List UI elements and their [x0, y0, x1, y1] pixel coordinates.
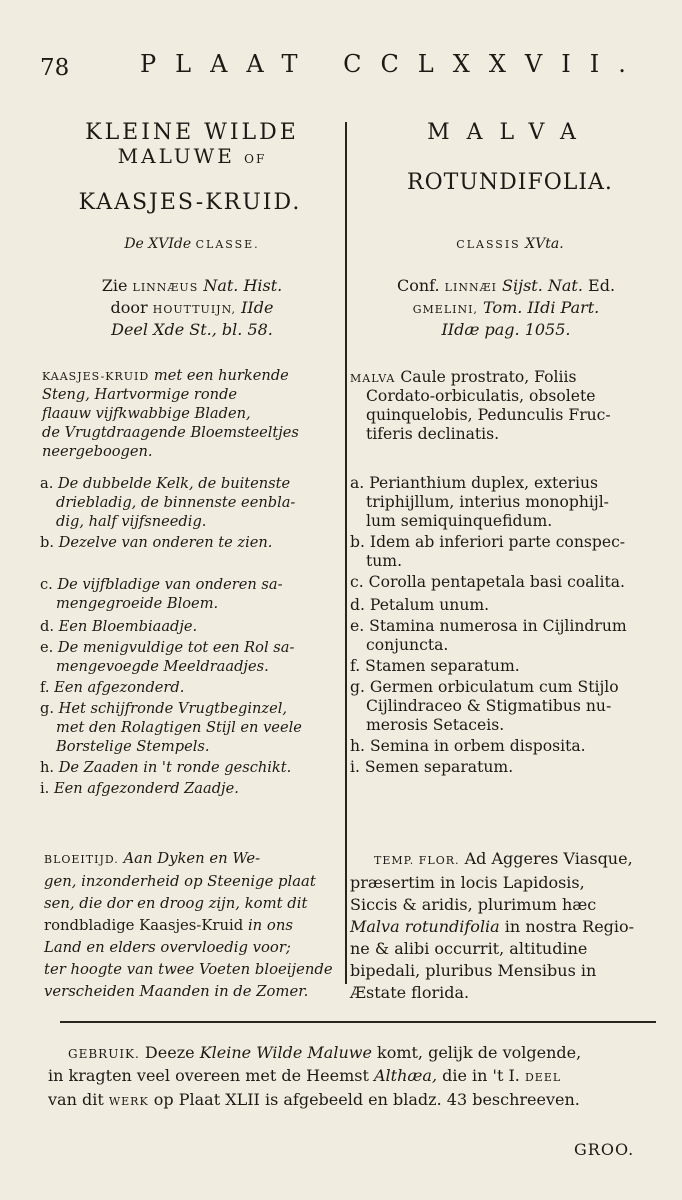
part-item [350, 533, 627, 571]
dutch-parts-list [40, 474, 302, 798]
part-line [40, 737, 302, 756]
part-letter: f. [350, 657, 366, 675]
bloom-text: in ons [243, 917, 293, 934]
usage-text: op Plaat XLII is afgebeeld en bladz. 43 beschreeven. [148, 1090, 580, 1109]
part-text: Perianthium duplex, exterius [369, 474, 599, 492]
dutch-ref-line1 [40, 276, 344, 298]
usage-line [48, 1089, 581, 1113]
part-line [350, 533, 627, 552]
part-text: Borstelige Stempels. [56, 738, 210, 755]
bloom-line: ter hoogte van twee Voeten bloeijende [44, 961, 333, 978]
bloom-line [350, 916, 634, 938]
part-line [350, 552, 627, 571]
part-letter: f. [40, 679, 55, 696]
part-item [40, 533, 302, 552]
usage-line [48, 1065, 581, 1089]
part-line [40, 474, 302, 493]
part-text: Een afgezonderd. [54, 679, 185, 696]
dutch-ref-line2 [40, 298, 344, 320]
part-text: dig, half vijfsneedig. [56, 513, 207, 530]
usage-text: komt, gelijk de volgende, [371, 1043, 582, 1062]
dutch-name-maluwe: MALUWE [117, 144, 235, 168]
usage-text: in kragten veel overeen met de Heemst [48, 1066, 374, 1085]
usage-text: WERK [108, 1095, 149, 1108]
part-text: Dezelve van onderen te zien. [58, 534, 273, 551]
desc-line: flaauw vijfkwabbige Bladen, [42, 405, 251, 422]
part-line [350, 596, 627, 615]
dutch-description [42, 366, 299, 461]
dutch-flowering [44, 848, 333, 1003]
part-letter: e. [350, 617, 370, 635]
plate-title: PLAAT CCLXXVII. [140, 50, 645, 78]
part-letter: d. [350, 596, 370, 614]
ref-edition: Ed. [582, 276, 616, 295]
part-letter: c. [40, 576, 58, 593]
part-item [40, 575, 302, 613]
part-letter: c. [350, 573, 369, 591]
part-text: Semina in orbem disposita. [369, 737, 586, 755]
part-text: lum semiquinquefidum. [366, 512, 553, 530]
part-line [350, 573, 627, 592]
part-item [40, 779, 302, 798]
bloom-text: Ad Aggeres Viasque, [459, 849, 633, 868]
part-letter: d. [40, 618, 59, 635]
part-text: tum. [366, 552, 403, 570]
part-line [350, 474, 627, 493]
latin-class-line [360, 236, 660, 252]
usage-text: Kleine Wilde Maluwe [199, 1043, 372, 1062]
part-text: Semen separatum. [364, 758, 514, 776]
ref-part: Tom. IIdi Part. [477, 298, 600, 317]
desc-line: tiferis declinatis. [366, 425, 500, 443]
bloom-lead: BLOEITIJD. [44, 853, 119, 866]
part-item [350, 474, 627, 531]
ref-work: Nat. Hist. [198, 276, 283, 295]
part-line [40, 575, 302, 594]
desc-line: Cordato-orbiculatis, obsolete [366, 387, 596, 405]
desc-lead: MALVA [350, 372, 396, 385]
part-text: Stamen separatum. [365, 657, 520, 675]
part-line [40, 594, 302, 613]
dutch-class-prefix: De XVIde [124, 236, 196, 252]
dutch-name-line2 [43, 144, 341, 168]
bloom-line [374, 848, 634, 872]
dutch-class-line [43, 236, 341, 252]
latin-parts-list [350, 474, 627, 777]
part-letter: g. [40, 700, 59, 717]
part-text: triphijllum, interius monophijl- [366, 493, 609, 511]
bloom-line: Æstate florida. [350, 983, 470, 1002]
dutch-class-word: CLASSE. [195, 238, 260, 251]
part-line [40, 512, 302, 531]
part-line [350, 678, 627, 697]
part-line [40, 758, 302, 777]
bloom-line [44, 848, 333, 871]
usage-line [68, 1042, 581, 1065]
desc-lead: KAASJES-KRUID [42, 370, 150, 383]
part-line [40, 678, 302, 697]
bloom-lead: TEMP. FLOR. [374, 854, 460, 867]
part-item [350, 737, 627, 756]
latin-name-line1: MALVA [427, 120, 593, 145]
part-text: Petalum unum. [369, 596, 490, 614]
part-line [40, 699, 302, 718]
page-number: 78 [40, 55, 70, 81]
latin-name-line2: ROTUNDIFOLIA. [407, 170, 613, 195]
part-line [350, 512, 627, 531]
part-text: De menigvuldige tot een Rol sa- [57, 639, 295, 656]
ref-part: IIde [236, 298, 274, 317]
part-text: Een Bloembiaadje. [58, 618, 198, 635]
latin-ref-line2 [350, 298, 662, 320]
usage-text: Althæa, [373, 1066, 438, 1085]
part-text: De dubbelde Kelk, de buitenste [57, 475, 291, 492]
desc-line: Steng, Hartvormige ronde [42, 386, 238, 403]
desc-text: met een hurkende [149, 367, 289, 384]
latin-description [350, 368, 611, 444]
part-line [350, 617, 627, 636]
usage-paragraph [48, 1042, 582, 1113]
section-rule [60, 1021, 656, 1023]
part-item [350, 617, 627, 655]
part-letter: i. [350, 758, 365, 776]
desc-line: de Vrugtdraagende Bloemsteeltjes [42, 424, 299, 441]
part-text: merosis Setaceis. [366, 716, 505, 734]
part-text: mengegroeide Bloem. [56, 595, 219, 612]
part-line [40, 779, 302, 798]
part-letter: g. [350, 678, 370, 696]
part-letter: a. [40, 475, 58, 492]
desc-line [42, 366, 299, 385]
bloom-line [44, 915, 333, 937]
part-text: met den Rolagtigen Stijl en veele [56, 719, 302, 736]
part-line [40, 657, 302, 676]
bloom-line: ne & alibi occurrit, altitudine [350, 939, 588, 958]
part-text: De Zaaden in 't ronde geschikt. [58, 759, 292, 776]
bloom-line: sen, die dor en droog zijn, komt dit [44, 895, 308, 912]
ref-text: door [110, 298, 153, 317]
part-text: driebladig, de binnenste eenbla- [56, 494, 296, 511]
usage-text: van dit [48, 1090, 109, 1109]
latin-ref-line3: IIdæ pag. 1055. [441, 320, 571, 339]
ref-author: LINNÆUS [132, 281, 199, 294]
bloom-line: Land en elders overvloedig voor; [44, 939, 291, 956]
part-item [40, 638, 302, 676]
part-line [350, 657, 627, 676]
part-text: Cijlindraceo & Stigmatibus nu- [366, 697, 612, 715]
bloom-text: rondbladige Kaasjes-Kruid [44, 917, 244, 934]
latin-reference [350, 276, 662, 340]
part-letter: b. [350, 533, 370, 551]
ref-author: HOUTTUIJN, [152, 303, 236, 316]
bloom-text: Aan Dyken en We- [118, 850, 261, 867]
part-line [40, 638, 302, 657]
part-line [40, 493, 302, 512]
desc-line [350, 368, 611, 387]
bloom-line: Siccis & aridis, plurimum hæc [350, 895, 597, 914]
part-letter: h. [350, 737, 370, 755]
part-text: Germen orbiculatum cum Stijlo [369, 678, 619, 696]
bloom-line: bipedali, pluribus Mensibus in [350, 961, 597, 980]
part-text: mengevoegde Meeldraadjes. [56, 658, 269, 675]
dutch-name-of: OF [244, 152, 267, 166]
part-item [350, 596, 627, 615]
ref-text: Zie [101, 276, 133, 295]
latin-class-word: CLASSIS [456, 238, 521, 251]
part-item [350, 758, 627, 777]
catchword: GROO. [574, 1140, 635, 1159]
bloom-text: Malva rotundifolia [350, 917, 500, 936]
part-item [40, 678, 302, 697]
part-text: Corolla pentapetala basi coalita. [368, 573, 626, 591]
part-line [350, 493, 627, 512]
usage-lead: GEBRUIK. [68, 1047, 140, 1061]
part-text: Stamina numerosa in Cijlindrum [369, 617, 627, 635]
part-line [40, 617, 302, 636]
part-letter: h. [40, 759, 59, 776]
ref-text: Conf. [396, 276, 445, 295]
part-item [350, 678, 627, 735]
part-letter: b. [40, 534, 59, 551]
desc-text: Caule prostrato, Foliis [395, 368, 577, 386]
bloom-line: præsertim in locis Lapidosis, [350, 873, 585, 892]
usage-text: die in 't I. [437, 1066, 525, 1085]
latin-flowering [350, 848, 635, 1004]
part-letter: a. [350, 474, 370, 492]
part-item [40, 617, 302, 636]
part-line [350, 636, 627, 655]
part-item [350, 657, 627, 676]
part-item [350, 573, 627, 592]
part-line [350, 697, 627, 716]
usage-text: DEEL [524, 1071, 562, 1084]
bloom-line: verscheiden Maanden in de Zomer. [44, 983, 309, 1000]
bloom-line: gen, inzonderheid op Steenige plaat [44, 873, 316, 890]
ref-work: Sijst. Nat. [496, 276, 583, 295]
part-line [350, 737, 627, 756]
latin-ref-line1 [350, 276, 662, 298]
ref-author: LINNÆI [444, 281, 497, 294]
part-text: conjuncta. [366, 636, 449, 654]
desc-line: neergeboogen. [42, 443, 153, 460]
usage-text: Deeze [139, 1043, 200, 1062]
part-line [350, 716, 627, 735]
part-text: Een afgezonderd Zaadje. [53, 780, 239, 797]
bloom-text: in nostra Regio- [499, 917, 635, 936]
dutch-reference [40, 276, 344, 340]
part-letter: e. [40, 639, 58, 656]
part-line [40, 533, 302, 552]
part-line [40, 718, 302, 737]
column-divider [345, 122, 347, 984]
dutch-name-line1: KLEINE WILDE [85, 120, 299, 145]
part-text: Idem ab inferiori parte conspec- [369, 533, 626, 551]
part-text: Het schijfronde Vrugtbeginzel, [58, 700, 288, 717]
ref-author: GMELINI, [412, 303, 478, 316]
part-text: De vijfbladige van onderen sa- [57, 576, 283, 593]
part-line [350, 758, 627, 777]
part-letter: i. [40, 780, 54, 797]
dutch-name-line3: KAASJES-KRUID. [78, 190, 302, 215]
part-item [40, 699, 302, 756]
desc-line: quinquelobis, Pedunculis Fruc- [366, 406, 611, 424]
part-item [40, 474, 302, 531]
latin-class-suffix: XVta. [520, 236, 564, 252]
part-item [40, 758, 302, 777]
dutch-ref-line3: Deel Xde St., bl. 58. [111, 320, 273, 339]
